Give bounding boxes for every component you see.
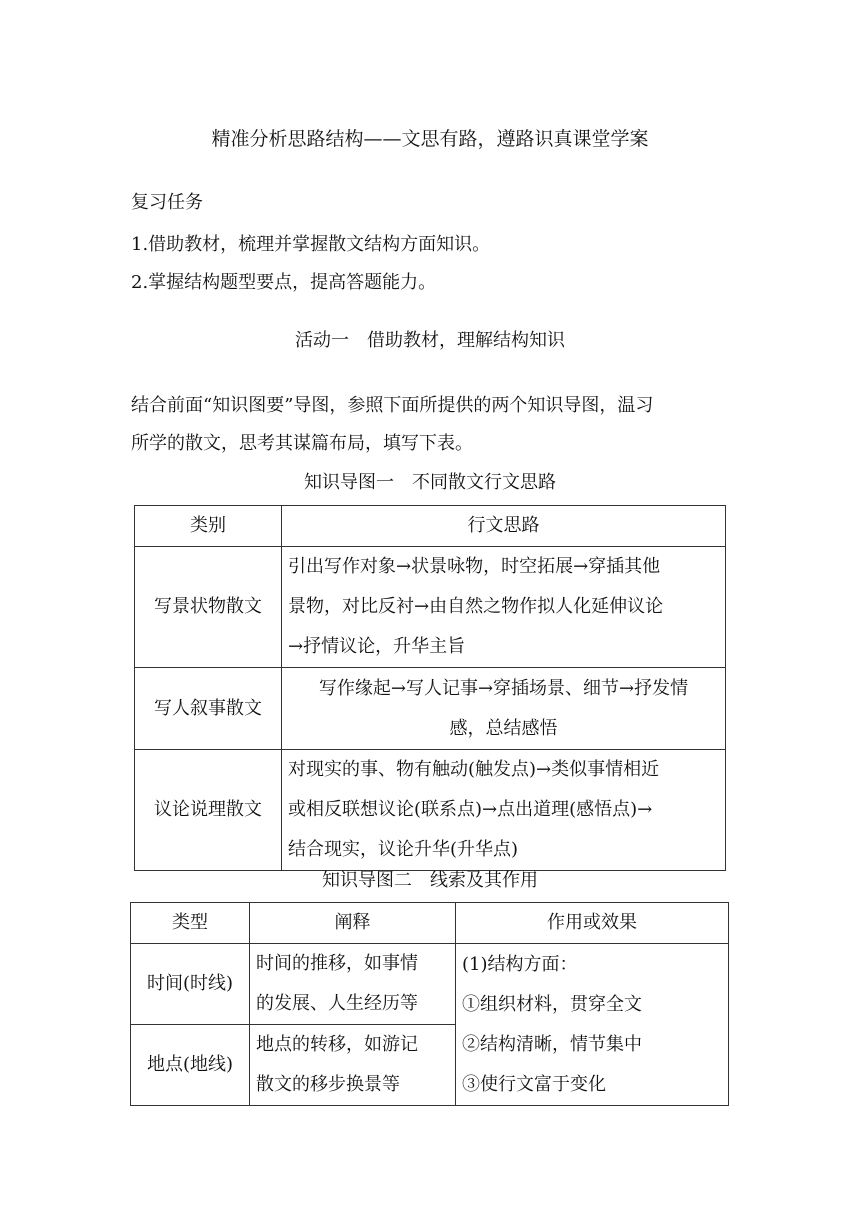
table1-row-approach: 写作缘起→写人记事→穿插场景、细节→抒发情 感，总结感悟	[282, 668, 726, 750]
table2-effect-cell: (1)结构方面： ①组织材料，贯穿全文 ②结构清晰，情节集中 ③使行文富于变化	[456, 944, 729, 1106]
review-item-1: 1.借助教材，梳理并掌握散文结构方面知识。	[131, 234, 491, 255]
table1-header-category: 类别	[135, 506, 282, 547]
table2-row-explanation: 地点的转移，如游记 散文的移步换景等	[250, 1025, 456, 1106]
intro-line-2: 所学的散文，思考其谋篇布局，填写下表。	[131, 433, 473, 454]
table2-header-type: 类型	[131, 903, 250, 944]
clue-table	[130, 902, 729, 1106]
table2-caption: 知识导图二 线索及其作用	[322, 870, 538, 891]
table1-caption: 知识导图一 不同散文行文思路	[304, 472, 556, 493]
table1-row-type: 写景状物散文	[135, 547, 282, 668]
table2-row-type: 时间(时线)	[131, 944, 250, 1025]
table1-row-approach: 引出写作对象→状景咏物，时空拓展→穿插其他 景物，对比反衬→由自然之物作拟人化延伸议论 →抒情议论，升华主旨	[282, 547, 726, 668]
page-title: 精准分析思路结构——文思有路，遵路识真课堂学案	[211, 128, 649, 150]
activity-heading: 活动一 借助教材，理解结构知识	[295, 330, 565, 351]
review-heading: 复习任务	[131, 192, 203, 213]
table1-row-type: 议论说理散文	[135, 750, 282, 871]
table1-row-approach: 对现实的事、物有触动(触发点)→类似事情相近 或相反联想议论(联系点)→点出道理(感悟点)→ 结合现实，议论升华(升华点)	[282, 750, 726, 871]
review-item-2: 2.掌握结构题型要点，提高答题能力。	[131, 272, 437, 293]
table1-row-type: 写人叙事散文	[135, 668, 282, 750]
table1-header-approach: 行文思路	[282, 506, 726, 547]
table2-header-effect: 作用或效果	[456, 903, 729, 944]
table2-row-explanation: 时间的推移，如事情 的发展、人生经历等	[250, 944, 456, 1025]
writing-approach-table	[134, 505, 726, 871]
table2-row-type: 地点(地线)	[131, 1025, 250, 1106]
table2-header-explanation: 阐释	[250, 903, 456, 944]
intro-line-1: 结合前面“知识图要”导图，参照下面所提供的两个知识导图，温习	[131, 395, 654, 416]
